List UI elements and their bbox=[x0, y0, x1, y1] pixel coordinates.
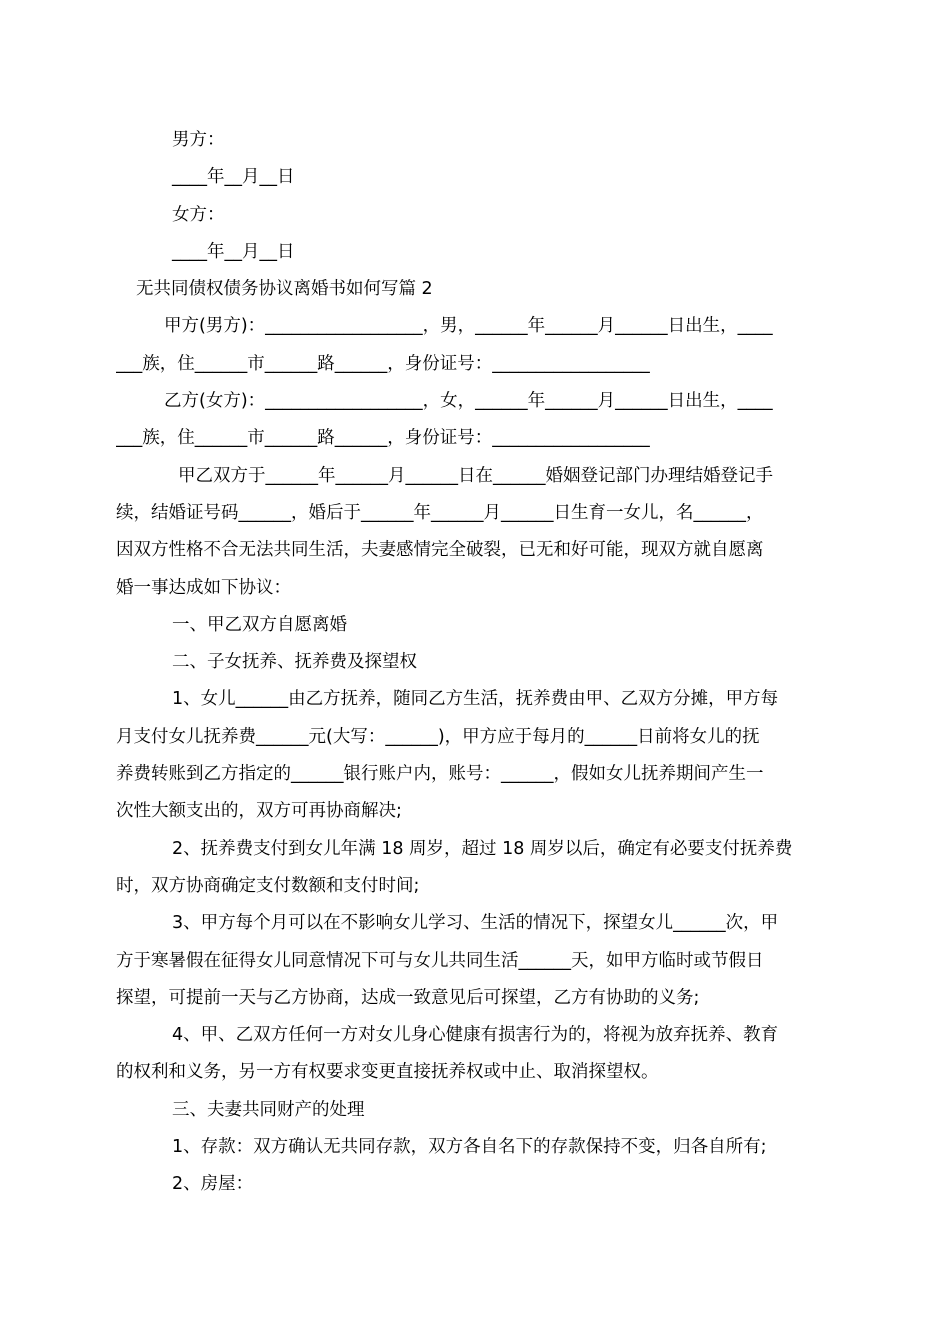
section-title: 无共同债权债务协议离婚书如何写篇 2 bbox=[136, 279, 433, 300]
text-line: 1、女儿______由乙方抚养，随同乙方生活，抚养费由甲、乙双方分摊，甲方每 bbox=[172, 689, 779, 710]
text-line: 2、抚养费支付到女儿年满 18 周岁，超过 18 周岁以后，确定有必要支付抚养费 bbox=[172, 838, 793, 859]
text-line: ____年__月__日 bbox=[172, 241, 295, 262]
text-line: 女方： bbox=[172, 204, 225, 225]
text-line: ___族，住______市______路______，身份证号：__________________ bbox=[116, 428, 650, 449]
text-line: 男方： bbox=[172, 130, 225, 150]
text-line: 月支付女儿抚养费______元(大写：______)，甲方应于每月的______日前将女儿的抚 bbox=[116, 726, 760, 747]
text-line: 因双方性格不合无法共同生活，夫妻感情完全破裂，已无和好可能，现双方就自愿离 bbox=[116, 540, 764, 561]
text-line: 乙方(女方)：__________________，女，______年______月______日出生，____ bbox=[164, 391, 773, 412]
text-line: ____年__月__日 bbox=[172, 167, 295, 188]
text-line: 探望，可提前一天与乙方协商，达成一致意见后可探望，乙方有协助的义务; bbox=[116, 987, 700, 1008]
clause-heading: 二、子女抚养、抚养费及探望权 bbox=[172, 652, 417, 673]
text-line: 方于寒暑假在征得女儿同意情况下可与女儿共同生活______天，如甲方临时或节假日 bbox=[116, 950, 764, 971]
clause-heading: 三、夫妻共同财产的处理 bbox=[172, 1099, 365, 1120]
clause-heading: 一、甲乙双方自愿离婚 bbox=[172, 614, 347, 635]
text-line: 甲乙双方于______年______月______日在______婚姻登记部门办理结婚登记手 bbox=[178, 465, 773, 486]
text-line: 养费转账到乙方指定的______银行账户内，账号：______，假如女儿抚养期间产生一 bbox=[116, 764, 764, 785]
text-line: 时，双方协商确定支付数额和支付时间; bbox=[116, 875, 420, 896]
text-line: 1、存款：双方确认无共同存款，双方各自名下的存款保持不变，归各自所有; bbox=[172, 1137, 767, 1158]
text-line: 续，结婚证号码______，婚后于______年______月______日生育一女儿，名______， bbox=[116, 502, 764, 523]
text-line: 次性大额支出的，双方可再协商解决; bbox=[116, 801, 402, 822]
text-line: 婚一事达成如下协议： bbox=[116, 577, 291, 598]
text-line: 甲方(男方)：__________________，男，______年______月______日出生，____ bbox=[164, 316, 773, 337]
text-line: 3、甲方每个月可以在不影响女儿学习、生活的情况下，探望女儿______次，甲 bbox=[172, 913, 779, 934]
document-body bbox=[116, 122, 836, 1204]
text-line: 4、甲、乙双方任何一方对女儿身心健康有损害行为的，将视为放弃抚养、教育 bbox=[172, 1025, 779, 1046]
text-line: ___族，住______市______路______，身份证号：__________________ bbox=[116, 353, 650, 374]
text-line: 的权利和义务，另一方有权要求变更直接抚养权或中止、取消探望权。 bbox=[116, 1062, 659, 1083]
text-line: 2、房屋： bbox=[172, 1174, 254, 1195]
